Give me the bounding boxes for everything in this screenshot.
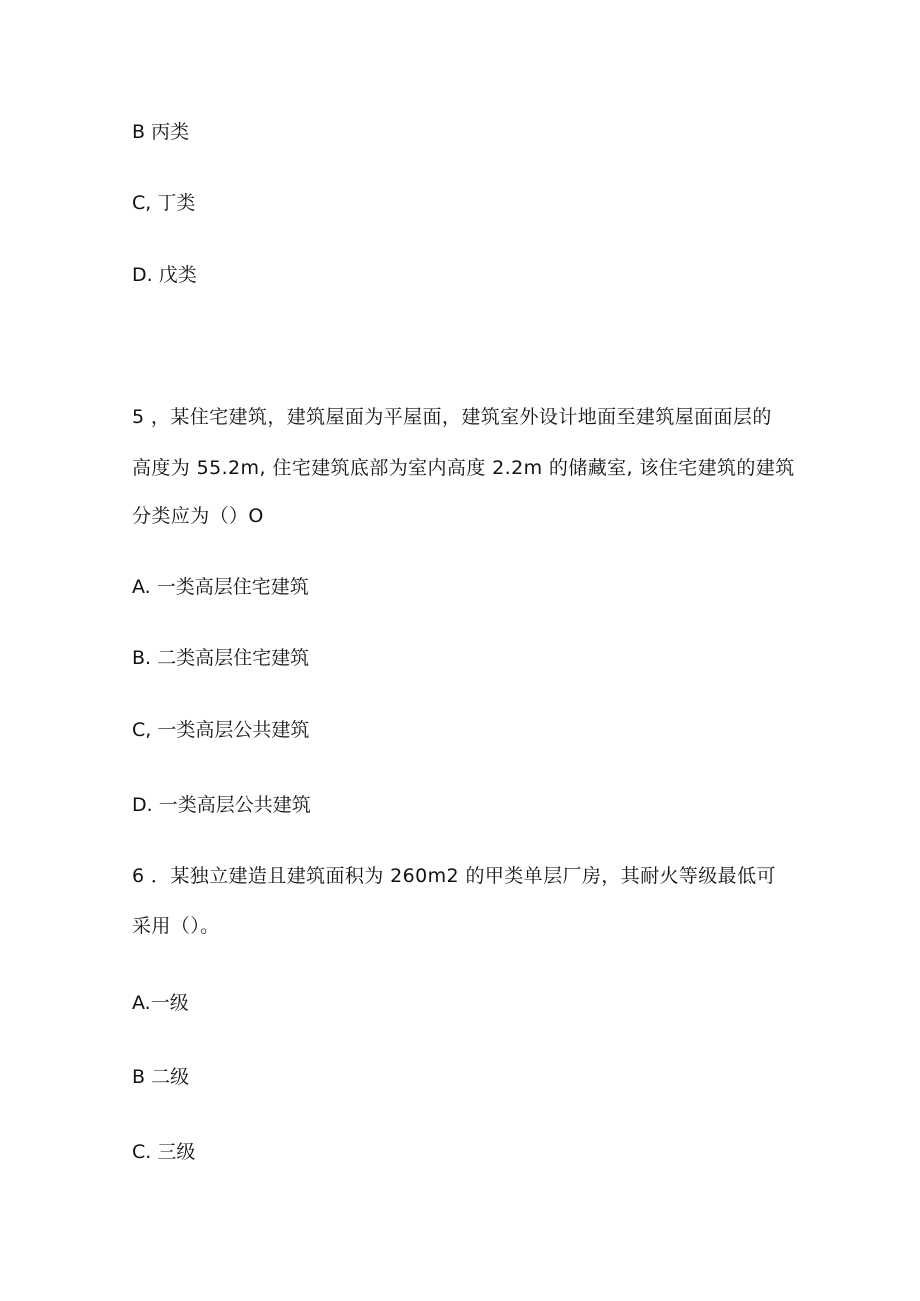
q4-option-c: C, 丁类 — [132, 192, 196, 214]
q5-stem-line-1: 5 ，某住宅建筑，建筑屋面为平屋面，建筑室外设计地面至建筑屋面面层的 — [132, 406, 772, 428]
q6-stem-line-2: 采用（）。 — [132, 915, 220, 937]
q5-option-c: C, 一类高层公共建筑 — [132, 719, 310, 741]
q5-option-a: A. 一类高层住宅建筑 — [132, 576, 309, 598]
q6-option-b: B 二级 — [132, 1066, 190, 1088]
q5-stem-line-2: 高度为 55.2m, 住宅建筑底部为室内高度 2.2m 的储藏室, 该住宅建筑的建筑 — [132, 457, 795, 479]
q4-option-b: B 丙类 — [132, 121, 190, 143]
q4-option-d: D. 戊类 — [132, 264, 197, 286]
q5-stem-line-3: 分类应为（）O — [132, 505, 264, 527]
q5-option-b: B. 二类高层住宅建筑 — [132, 647, 310, 669]
q5-option-d: D. 一类高层公共建筑 — [132, 794, 311, 816]
q6-option-a: A.一级 — [132, 992, 189, 1014]
q6-option-c: C. 三级 — [132, 1141, 196, 1163]
q6-stem-line-1: 6 ．某独立建造且建筑面积为 260m2 的甲类单层厂房，其耐火等级最低可 — [132, 865, 776, 887]
